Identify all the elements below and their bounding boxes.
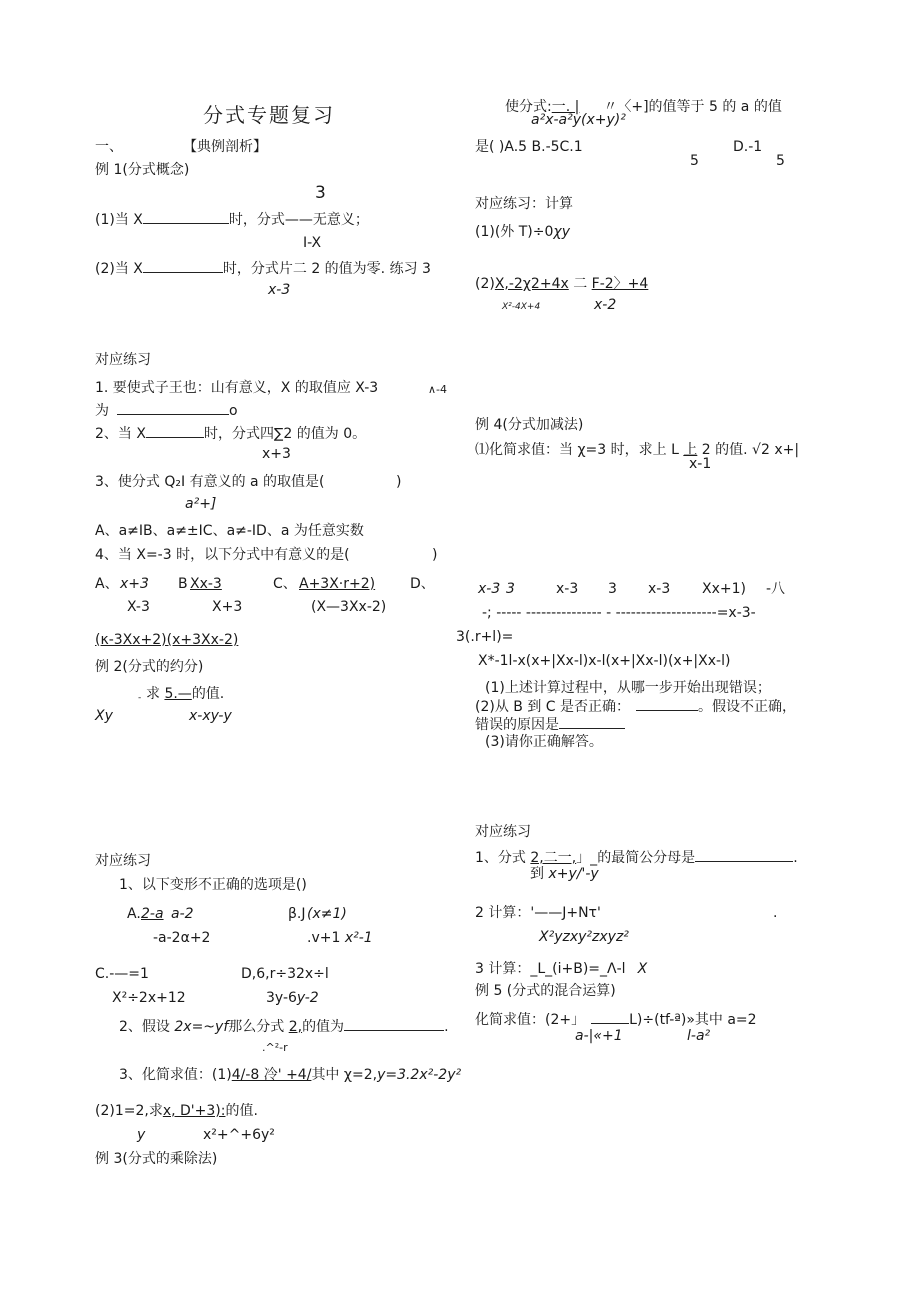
option-c-denominator: (X—3Xx-2) [311,599,387,615]
denominator-part: 到 [530,866,544,882]
option-c: C.-—=1 [95,966,149,982]
denominator-part: 3y-6 [266,990,297,1006]
option-b-label: β.J [288,906,306,922]
fraction-denominator: X²-4X+4 [502,302,541,312]
fraction-denominator: x-3 [268,282,291,298]
example-5-title: 例 5 (分式的混合运算) [475,983,616,999]
given-values: y=3.2x²-2y² [377,1067,462,1083]
calc-term: 3 [506,581,515,597]
fraction-numerator: x, D'+3): [162,1103,226,1119]
denominator-part: x+y/'-y [548,866,599,882]
page-title: 分式专题复习 [203,103,335,127]
practice-3-question-2 [475,276,648,292]
question-text: (2)1=2,求 [95,1103,163,1119]
question-text: 1、分式 [475,850,526,866]
answer-blank[interactable] [636,698,698,711]
practice-4-question-2: 2 计算：'——J+Nτ' [475,905,601,921]
question-text: 的值. [191,686,225,702]
option-b-label: B [178,576,188,592]
fraction-denominator: X²yzxy²zxyz² [539,929,629,945]
fraction-denominator: a²+] [185,496,217,512]
choice-denominator: 5 [690,153,699,169]
fraction-denominator: x-1 [689,456,712,472]
choice-d: D.-1 [733,139,763,155]
option-a-numerator: x+3 [120,576,149,592]
denominator-part: y-2 [296,990,319,1006]
calc-term: x-3 [556,581,579,597]
question-text: (1)当 X [95,212,143,228]
practice-1-question-4: 4、当 X=-3 时，以下分式中有意义的是( [95,547,350,563]
question-text: (1)(外 T)÷0 [475,224,554,240]
question-text: 化简求值：(2+」 [475,1012,586,1028]
example-4-sub-2-reason [475,716,625,733]
option-c-denominator: X²÷2x+12 [112,990,186,1006]
example-4-sub-2 [475,698,796,715]
question-text: 那么分式 [228,1019,285,1035]
fraction-numerator: 〃〈+] [603,99,649,115]
question-text: 2 的值. √2 x+| [701,442,800,458]
calc-term: x-3 [478,581,501,597]
expression: X [637,961,648,977]
question-text: (2)从 B 到 C 是否正确： [475,699,631,715]
answer-blank[interactable] [559,716,625,729]
practice-2-question-2 [119,1018,449,1035]
calc-term: 3 [608,581,617,597]
calc-term: x-3 [648,581,671,597]
question-text: (2)当 X [95,261,143,277]
calc-term: Xx+1) [702,581,746,597]
practice-3-question-1 [475,224,570,240]
question-text: . [793,850,798,866]
fraction-denominator [530,866,599,882]
practice-4-title: 对应练习 [475,824,531,840]
example-4-sub-3: (3)请你正确解答。 [485,734,603,750]
practice-3-title: 对应练习：计算 [475,196,573,212]
practice-2-question-1: 1、以下变形不正确的选项是() [119,877,307,893]
practice-2-title: 对应练习 [95,853,151,869]
option-b-condition: (x≠1) [307,906,347,922]
given-expression: y [137,1127,146,1143]
option-b-denominator: X+3 [212,599,243,615]
example-1-question-1 [95,211,369,228]
period: . [773,905,778,921]
fraction-denominator: .^²-r [262,1041,288,1054]
calc-term: -八 [766,581,786,597]
fraction-numerator: 上 [683,442,698,458]
fraction-denominator: l-a² [687,1028,711,1044]
close-paren: ) [432,547,438,563]
answer-blank[interactable] [143,211,229,224]
fraction-numerator: 2,二一, [530,850,577,866]
practice-4-question-1 [475,849,798,866]
option-c-label: C、 [273,576,297,592]
question-text: 其中 χ=2, [311,1067,378,1083]
fraction-denominator: x-xy-y [189,708,232,724]
answer-blank[interactable] [344,1018,444,1031]
answer-blank[interactable] [143,260,223,273]
question-text: 的值等于 5 的 a 的值 [648,99,782,115]
practice-1-question-1: 1. 要使式子王也：山有意义，X 的取值应 X-3 [95,380,379,396]
answer-blank[interactable] [695,849,793,862]
fraction-denominator: x+3 [262,446,291,462]
option-a-label: A、 [95,576,119,592]
question-text: . [444,1019,449,1035]
small-mark: - [138,693,142,703]
practice-1-question-2 [95,425,366,442]
denominator-part: .v+1 [307,930,341,946]
practice-1-question-3-options: A、a≠IB、a≠±IC、a≠-ID、a 为任意实数 [95,523,364,539]
question-text: ⑴化简求值：当 χ=3 时，求上 L [475,442,679,458]
question-text: 2、假设 [119,1019,170,1035]
question-text: L)÷(tf-ª)»其中 a=2 [629,1012,757,1028]
question-text: 时，分式片二 2 的值为零. 练习 3 [222,261,431,277]
margin-note: ∧-4 [428,383,448,396]
section-number: 一、 [95,139,123,155]
question-text: 2、当 X [95,426,146,442]
condition-expression: 2x=~yf [174,1019,229,1035]
question-text: 求 [146,686,160,702]
example-3-choices: 是( )A.5 B.-5C.1 [475,139,583,155]
example-1-fraction-numerator: 3 [315,183,326,203]
close-paren: ) [396,474,402,490]
section-heading: 【典例剖析】 [183,139,267,155]
option-d-label: D、 [410,576,435,592]
option-a-label: A. [127,906,141,922]
fraction-numerator: 」_ [576,850,598,866]
fraction-denominator: x²+^+6y² [203,1127,275,1143]
choice-denominator: 5 [776,153,785,169]
question-text: 时，分式——无意义； [228,212,369,228]
fraction-denominator: a-|«+1 [575,1028,623,1044]
question-text: 的值. [225,1103,258,1119]
option-c-numerator: A+3X·r+2) [299,576,376,592]
practice-1-title: 对应练习 [95,352,151,368]
answer-blank [591,1011,629,1024]
option-d-denominator [266,990,319,1006]
example-3-title: 例 3(分式的乘除法) [95,1151,218,1167]
question-text: (2) [475,276,495,292]
question-text: 二 [573,276,588,292]
question-text: o [229,403,238,419]
expression: χy [553,224,570,240]
example-4-question [475,442,799,458]
fraction-denominator: x-2 [594,297,617,313]
example-5-question [475,1011,757,1028]
calc-line-3: 3(.r+l)= [456,629,514,645]
fraction-numerator: 2, [288,1019,303,1035]
fraction-numerator: 一. | [551,99,580,115]
practice-2-question-3 [119,1067,461,1083]
fraction-numerator: 5.— [164,686,192,702]
example-1-question-2 [95,260,431,277]
expression: _L_(i+B)=_Λ-l [530,961,626,977]
fraction-denominator: a²x-a²y(x+y)² [531,112,626,128]
example-1-title: 例 1(分式概念) [95,162,190,178]
calc-line-2: -; ----- --------------- - --------------------=x-3- [482,605,756,621]
question-text: 3 计算： [475,961,531,977]
option-a-numerator: 2-a [141,906,164,922]
question-text: 时，分式四∑2 的值为 0。 [203,426,367,442]
practice-1-question-3: 3、使分式 Q₂I 有意义的 a 的取值是( [95,474,325,490]
practice-4-question-3 [475,961,647,977]
question-text: 使分式: [505,99,552,115]
example-2-question [146,686,224,702]
option-b-denominator [307,930,373,946]
question-text: 为 [95,403,109,419]
example-4-sub-1: (1)上述计算过程中，从哪一步开始出现错误； [485,680,771,696]
option-d-expression: (κ-3Xx+2)(x+3Xx-2) [95,632,239,648]
fraction-denominator: I-X [303,235,322,251]
practice-1-question-1-line-2 [95,402,238,419]
question-text: 3、化简求值：(1) [119,1067,232,1083]
practice-2-question-4 [95,1103,258,1119]
option-b-numerator: Xx-3 [190,576,222,592]
option-a-numerator-2: a-2 [171,906,194,922]
answer-blank[interactable] [146,425,204,438]
option-a-denominator: X-3 [127,599,150,615]
question-text: 错误的原因是 [475,717,559,733]
denominator-part: x²-1 [344,930,373,946]
fraction-numerator: F-2〉+4 [591,276,649,292]
fraction-numerator: X,-2χ2+4x [494,276,569,292]
given-expression: Xy [95,708,113,724]
fraction-numerator: 4/-8 冷' +4/ [231,1067,312,1083]
example-2-title: 例 2(分式的约分) [95,659,204,675]
option-a-denominator: -a-2α+2 [153,930,211,946]
calc-line-4: X*-1l-x(x+|Xx-l)x-l(x+|Xx-l)(x+|Xx-l) [478,653,731,669]
question-text: 。假设不正确， [698,699,797,715]
question-text: 的值为 [302,1019,345,1035]
option-d: D,6,r÷32x÷l [241,966,329,982]
example-4-title: 例 4(分式加减法) [475,417,584,433]
question-text: 的最简公分母是 [597,850,696,866]
answer-blank[interactable] [117,402,229,415]
